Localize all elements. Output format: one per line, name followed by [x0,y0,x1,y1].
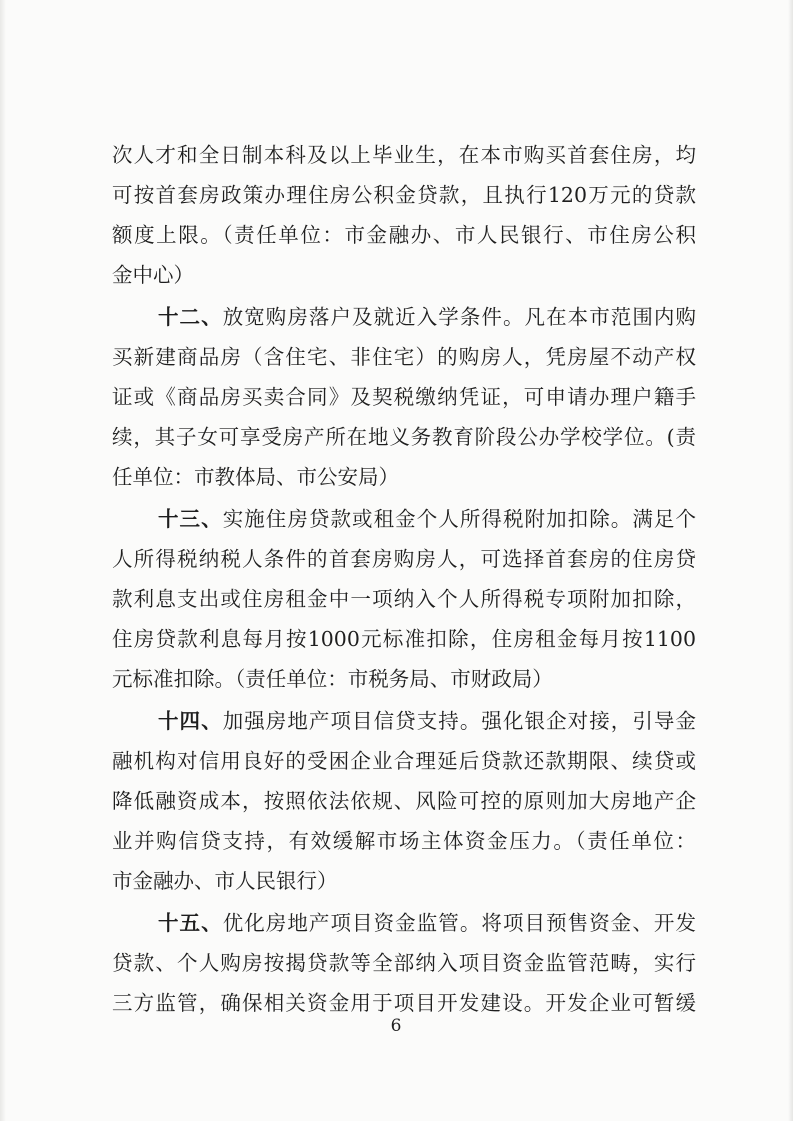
text-line: 证或《商品房买卖合同》及契税缴纳凭证，可申请办理户籍手 [112,385,696,409]
scan-shadow-right [788,0,793,1121]
paragraph-item-14-first-line [158,701,696,741]
text-line: 住房贷款利息每月按1000元标准扣除，住房租金每月按1100 [112,627,696,651]
paragraph-item-15-first-line [158,903,696,943]
scan-shadow-left [0,0,6,1121]
text-line: 贷款、个人购房按揭贷款等全部纳入项目资金监管范畴，实行 [112,951,696,975]
text-line: 续，其子女可享受房产所在地义务教育阶段公办学校学位。(责 [112,425,696,449]
text-line: 额度上限。（责任单位：市金融办、市人民银行、市住房公积 [112,223,696,247]
item-12-title-text: 放宽购房落户及就近入学条件。凡在本市范围内购 [222,305,696,329]
text-line: 人所得税纳税人条件的首套房购房人，可选择首套房的住房贷 [112,547,696,571]
item-number-15: 十五、 [158,911,223,935]
text-line-spacer [112,941,696,981]
text-line: 三方监管，确保相关资金用于项目开发建设。开发企业可暂缓 [112,991,696,1015]
paragraph-item-13-first-line [158,499,696,539]
text-line: 买新建商品房（含住宅、非住宅）的购房人，凭房屋不动产权 [112,345,696,369]
text-line: 金中心） [112,263,194,287]
text-line: 融机构对信用良好的受困企业合理延后贷款还款期限、续贷或 [112,749,696,773]
text-line: 市金融办、市人民银行） [112,869,338,893]
text-line: 元标准扣除。（责任单位：市税务局、市财政局） [112,667,553,691]
text-line: 次人才和全日制本科及以上毕业生，在本市购买首套住房，均 [112,143,696,167]
item-number-12: 十二、 [158,305,223,329]
text-line: 业并购信贷支持，有效缓解市场主体资金压力。（责任单位： [112,829,696,853]
text-line: 款利息支出或住房租金中一项纳入个人所得税专项附加扣除， [112,587,696,611]
item-13-title-text: 实施住房贷款或租金个人所得税附加扣除。满足个 [222,507,696,531]
page-number: 6 [390,1016,402,1036]
text-line: 可按首套房政策办理住房公积金贷款，且执行120万元的贷款 [112,183,696,207]
item-number-13: 十三、 [158,507,223,531]
paragraph-item-12-first-line [158,297,696,337]
item-15-title-text: 优化房地产项目资金监管。将项目预售资金、开发 [222,911,696,935]
item-14-title-text: 加强房地产项目信贷支持。强化银企对接，引导金 [222,709,696,733]
item-number-14: 十四、 [158,709,223,733]
text-line: 任单位：市教体局、市公安局） [112,465,399,489]
text-line: 降低融资成本，按照依法依规、风险可控的原则加大房地产企 [112,789,696,813]
